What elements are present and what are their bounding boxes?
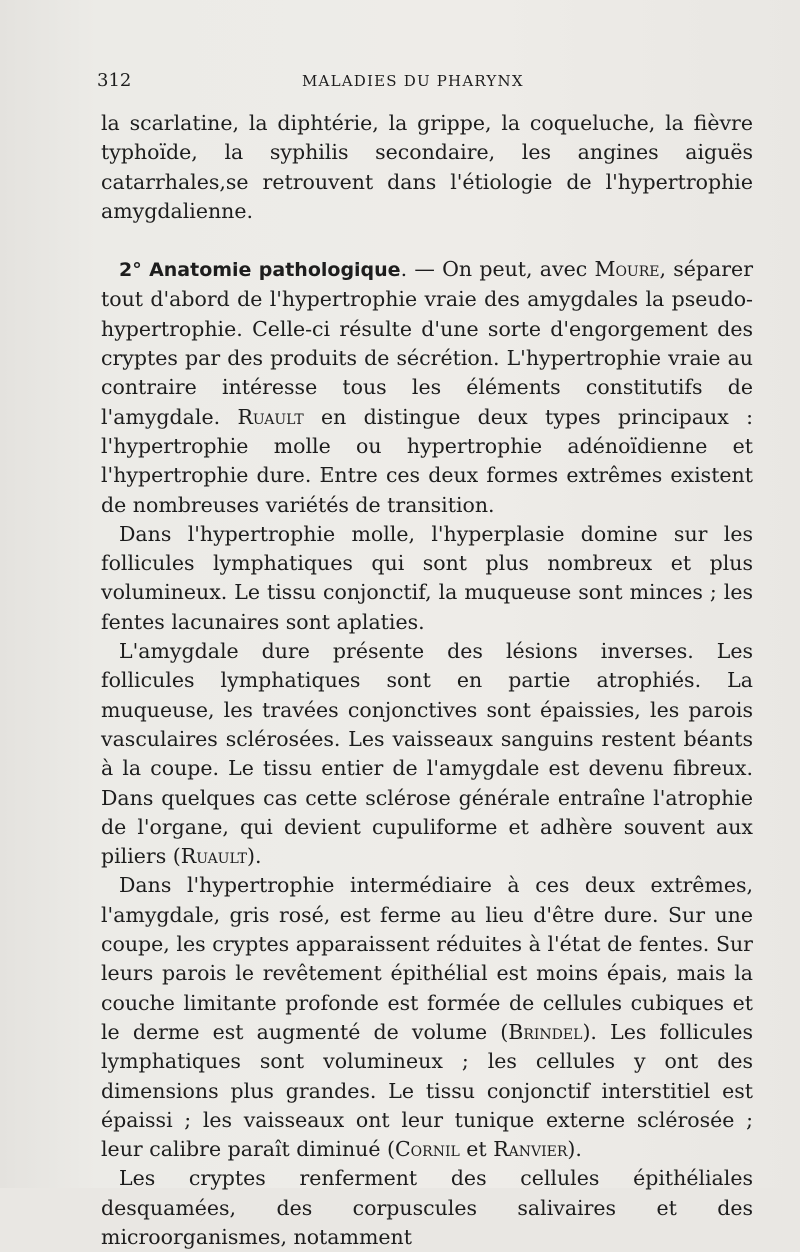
text-run: Dans l'hypertrophie intermédiaire à ces deux extrêmes, l'amygdale, gris rosé, est ferme au lieu d'être dure. Sur une coupe, les cryptes apparaissent réduites à l'état de fentes. Sur leurs parois le revêtement épithélial est moins épais, mais la couche limitante profonde est formée de cellules cubiques et le derme est augmenté de volume ( (101, 873, 753, 1044)
text-run: en distingue deux types principaux : l'hypertrophie molle ou hypertrophie adénoïdienne et l'hypertrophie dure. Entre ces deux formes extrêmes existent de nombreuses variétés de transition. (101, 404, 754, 517)
paragraph-hard-tonsil (101, 637, 753, 871)
paragraph-soft-hypertrophy: Dans l'hypertrophie molle, l'hyperplasie domine sur les follicules lymphatiques qui sont plus nombreux et plus volumineux. Le tissu conjonctif, la muqueuse sont minces ; les fentes lacunaires sont aplaties. (101, 521, 753, 634)
paragraph-crypts: Les cryptes renferment des cellules épithéliales desquamées, des corpuscules salivaires et des microorganismes, notamment (101, 1166, 753, 1249)
page-header (97, 70, 757, 94)
text-run: , séparer tout d'abord de l'hypertrophie vraie des amygdales la pseudo-hypertrophie. Celle-ci résulte d'une sorte d'engorgement des cryptes par des produits de sécrétion. L'hypertrophie vraie au contraire intéresse tous les éléments constitutifs de l'amygdale. (101, 257, 753, 429)
author-name: Cornil (395, 1137, 460, 1162)
author-name: Ranvier (493, 1137, 568, 1162)
text-run: . — On peut, avec (400, 257, 595, 282)
text-run: ). (567, 1137, 582, 1162)
paragraph-etiology-end: la scarlatine, la diphtérie, la grippe, la coqueluche, la fièvre typhoïde, la syphilis secondaire, les angines aiguës catarrhales,se retrouvent dans l'étiologie de l'hypertrophie amygdalienne. (101, 111, 753, 223)
author-name: Moure (594, 257, 660, 282)
paragraph-anatomy-intro (101, 255, 753, 520)
running-title: MALADIES DU PHARYNX (302, 72, 524, 90)
page-number: 312 (97, 70, 132, 91)
author-name: Ruault (237, 404, 304, 429)
page-body (101, 109, 753, 1252)
section-heading: 2° Anatomie pathologique (119, 259, 401, 282)
author-name: Ruault (180, 844, 247, 869)
text-run: ). Les follicules lymphatiques sont volumineux ; les cellules y ont des dimensions plus grandes. Le tissu conjonctif interstitiel est épaissi ; les vaisseaux ont leur tunique externe sclérosée ; leur calibre paraît diminué ( (101, 1019, 754, 1162)
text-run: ). (246, 844, 262, 869)
author-name: Brindel (508, 1019, 583, 1044)
paragraph-intermediate-hypertrophy (101, 871, 753, 1164)
text-run: et (459, 1137, 494, 1162)
text-run: L'amygdale dure présente des lésions inverses. Les follicules lymphatiques sont en partie atrophiés. La muqueuse, les travées conjonctives sont épaissies, les parois vasculaires sclérosées. Les vaisseaux sanguins restent béants à la coupe. Le tissu entier de l'amygdale est devenu fibreux. Dans quelques cas cette sclérose générale entraîne l'atrophie de l'organe, qui devient cupuliforme et adhère souvent aux piliers ( (101, 639, 753, 869)
